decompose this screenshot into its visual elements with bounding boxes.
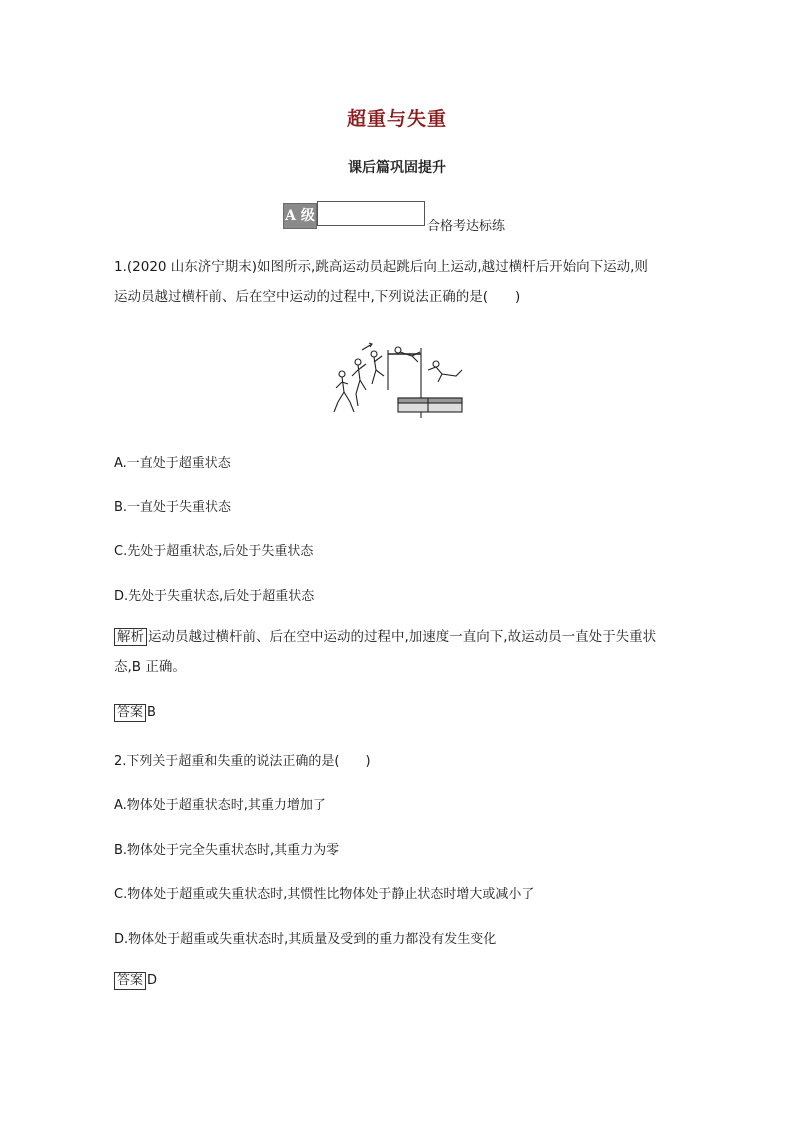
level-box <box>317 201 425 226</box>
answer-value: B <box>147 705 156 720</box>
answer-label: 答案 <box>114 972 146 990</box>
question-1-option-d: D.先处于失重状态,后处于超重状态 <box>114 589 315 604</box>
question-1-stem <box>114 252 680 312</box>
level-caption: 合格考达标练 <box>427 219 506 234</box>
question-1-stem-line1: 1.(2020 山东济宁期末)如图所示,跳高运动员起跳后向上运动,越过横杆后开始向下运动,则 <box>114 259 648 275</box>
question-2-option-d: D.物体处于超重或失重状态时,其质量及受到的重力都没有发生变化 <box>114 932 497 947</box>
answer-label: 答案 <box>114 704 146 722</box>
question-1-option-a: A.一直处于超重状态 <box>114 456 231 471</box>
question-2-stem: 2.下列关于超重和失重的说法正确的是( ) <box>114 754 371 769</box>
page-title: 超重与失重 <box>346 108 447 130</box>
question-1-analysis <box>114 622 680 682</box>
analysis-line2: 态,B 正确。 <box>114 659 186 675</box>
question-2-option-a: A.物体处于超重状态时,其重力增加了 <box>114 798 326 813</box>
level-badge: A 级 <box>283 203 317 229</box>
section-subtitle: 课后篇巩固提升 <box>348 160 446 176</box>
question-2-answer <box>114 972 157 990</box>
question-1-option-b: B.一直处于失重状态 <box>114 500 232 515</box>
question-2-option-b: B.物体处于完全失重状态时,其重力为零 <box>114 843 340 858</box>
question-1-option-c: C.先处于超重状态,后处于失重状态 <box>114 544 314 559</box>
answer-value: D <box>147 973 158 988</box>
analysis-label: 解析 <box>114 628 147 646</box>
question-1-stem-line2: 运动员越过横杆前、后在空中运动的过程中,下列说法正确的是( ) <box>114 289 521 305</box>
question-1-answer <box>114 704 156 722</box>
high-jump-figure-icon <box>328 340 468 420</box>
question-2-option-c: C.物体处于超重或失重状态时,其惯性比物体处于静止状态时增大或减小了 <box>114 887 535 902</box>
analysis-line1: 运动员越过横杆前、后在空中运动的过程中,加速度一直向下,故运动员一直处于失重状 <box>148 629 657 645</box>
